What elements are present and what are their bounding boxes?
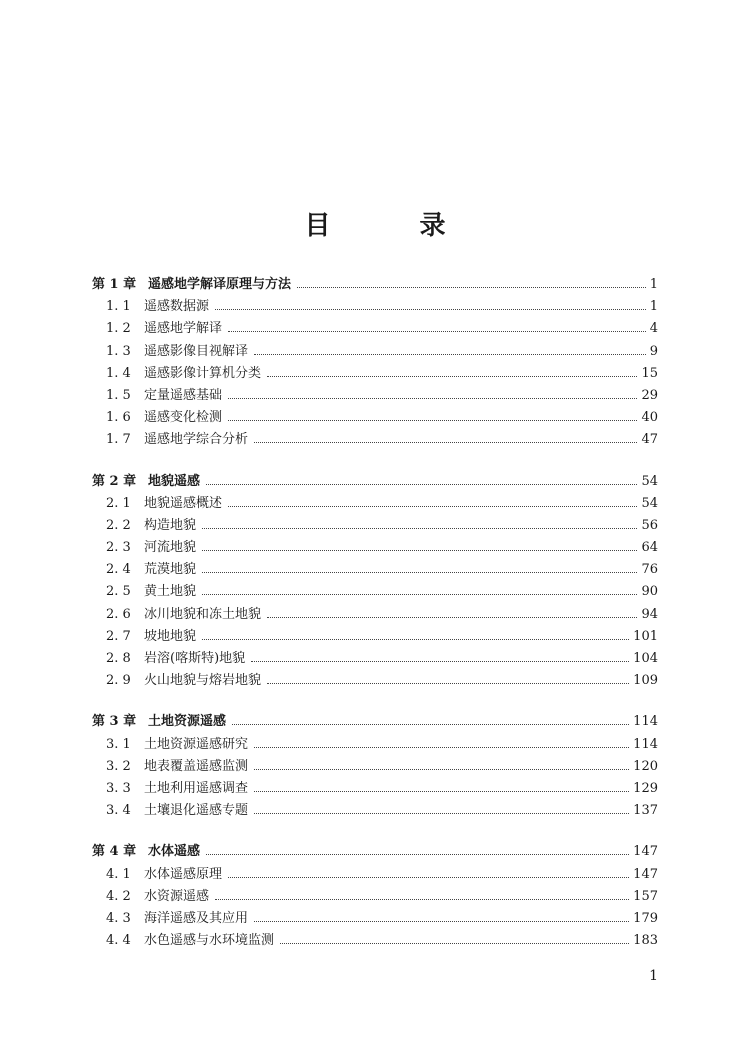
toc-chapter-entry[interactable]: [92, 470, 658, 492]
toc-section-entry-number: 1. 5: [106, 387, 131, 403]
toc-section-entry-number: 4. 3: [106, 910, 131, 926]
toc-section-entry[interactable]: [92, 733, 658, 755]
toc-section-entry-title: 坡地地貌: [144, 628, 197, 644]
chapter-block: [92, 273, 658, 451]
page-number: 1: [649, 968, 658, 984]
toc-section-entry-number: 2. 4: [106, 562, 131, 578]
toc-section-entry-page: 15: [641, 365, 658, 381]
toc-chapter-entry-title: 地貌遥感: [148, 473, 201, 489]
dot-leader: [267, 617, 637, 618]
toc-section-entry-number: 2. 3: [106, 540, 131, 556]
toc-section-entry-page: 104: [633, 651, 658, 666]
toc-section-entry[interactable]: [92, 536, 658, 558]
toc-section-entry-page: 157: [633, 888, 658, 904]
toc-section-entry[interactable]: [92, 362, 658, 384]
toc-chapter-entry[interactable]: [92, 710, 658, 732]
toc-section-entry-page: 179: [633, 910, 658, 926]
toc-section-entry-page: 109: [633, 673, 658, 689]
toc-section-entry-title: 遥感影像目视解译: [144, 343, 249, 359]
toc-chapter-entry-page: 147: [633, 844, 658, 860]
toc-section-entry-page: 101: [633, 628, 658, 644]
dot-leader: [202, 528, 637, 529]
dot-leader: [254, 921, 629, 922]
dot-leader: [202, 594, 637, 595]
toc-chapter-entry-page: 54: [641, 473, 658, 489]
toc-chapter-entry[interactable]: [92, 840, 658, 862]
toc-section-entry-number: 2. 6: [106, 606, 131, 622]
toc-section-entry-title: 构造地貌: [144, 517, 197, 533]
toc-section-entry-title: 水色遥感与水环境监测: [144, 933, 275, 949]
toc-section-entry-title: 遥感地学解译: [144, 321, 223, 337]
toc-section-entry-title: 水资源遥感: [144, 888, 210, 904]
toc-section-entry-title: 岩溶(喀斯特)地貌: [144, 651, 246, 666]
toc-section-entry[interactable]: [92, 777, 658, 799]
toc-section-entry-title: 冰川地貌和冻土地貌: [144, 606, 262, 622]
toc-section-entry[interactable]: [92, 295, 658, 317]
toc-section-entry[interactable]: [92, 907, 658, 929]
dot-leader: [267, 683, 629, 684]
dot-leader: [206, 484, 637, 485]
toc-section-entry[interactable]: [92, 558, 658, 580]
toc-chapter-entry-page: 1: [649, 277, 658, 292]
toc-section-entry-number: 3. 4: [106, 803, 131, 819]
toc-section-entry-page: 47: [641, 432, 658, 448]
toc-section-entry-page: 137: [633, 803, 658, 819]
toc-section-entry-title: 遥感变化检测: [144, 410, 223, 426]
toc-section-entry[interactable]: [92, 317, 658, 339]
toc-section-entry[interactable]: [92, 384, 658, 406]
toc-chapter-entry[interactable]: [92, 273, 658, 295]
page-title: 目 录: [304, 211, 486, 241]
toc-chapter-entry-number: 第 4 章: [92, 844, 137, 860]
toc-chapter-entry-number: 第 3 章: [92, 714, 137, 730]
toc-section-entry[interactable]: [92, 669, 658, 691]
toc-section-entry[interactable]: [92, 755, 658, 777]
toc-section-entry[interactable]: [92, 406, 658, 428]
dot-leader: [254, 442, 637, 443]
toc-section-entry-number: 2. 2: [106, 517, 131, 533]
dot-leader: [254, 791, 629, 792]
toc-section-entry-number: 1. 7: [106, 432, 131, 448]
toc-section-entry[interactable]: [92, 340, 658, 362]
dot-leader: [232, 724, 629, 725]
toc-section-entry-page: 129: [633, 780, 658, 796]
toc-section-entry-page: 94: [641, 606, 658, 622]
toc-chapter-entry-page: 114: [633, 714, 658, 730]
toc-section-entry[interactable]: [92, 863, 658, 885]
toc-section-entry-title: 荒漠地貌: [144, 562, 197, 578]
toc-section-entry-title: 地貌遥感概述: [144, 495, 223, 511]
toc-section-entry-number: 1. 2: [106, 321, 131, 337]
toc-section-entry-number: 2. 5: [106, 584, 131, 600]
chapter-block: [92, 840, 658, 951]
toc-section-entry[interactable]: [92, 929, 658, 951]
dot-leader: [251, 661, 629, 662]
toc-section-entry-page: 29: [641, 387, 658, 403]
dot-leader: [228, 420, 637, 421]
dot-leader: [228, 398, 637, 399]
dot-leader: [254, 354, 646, 355]
toc-chapter-entry-title: 遥感地学解译原理与方法: [148, 277, 292, 292]
dot-leader: [254, 813, 629, 814]
toc-section-entry-title: 土地利用遥感调查: [144, 780, 249, 796]
toc-section-entry-number: 1. 6: [106, 410, 131, 426]
toc-section-entry-number: 2. 7: [106, 628, 131, 644]
toc-section-entry-title: 水体遥感原理: [144, 866, 223, 882]
toc-section-entry-title: 河流地貌: [144, 540, 197, 556]
toc-section-entry-page: 54: [641, 495, 658, 511]
toc-section-entry-number: 1. 4: [106, 365, 131, 381]
toc-section-entry-number: 4. 1: [106, 866, 131, 882]
dot-leader: [228, 506, 637, 507]
toc-chapter-entry-title: 土地资源遥感: [148, 714, 227, 730]
toc-section-entry[interactable]: [92, 603, 658, 625]
toc-section-entry-page: 64: [641, 540, 658, 556]
toc-section-entry-page: 120: [633, 758, 658, 774]
toc-section-entry[interactable]: [92, 799, 658, 821]
dot-leader: [297, 287, 646, 288]
toc-section-entry-page: 9: [649, 343, 658, 359]
toc-chapter-entry-number: 第 1 章: [92, 277, 137, 292]
dot-leader: [254, 747, 629, 748]
chapter-block: [92, 710, 658, 821]
toc-section-entry-title: 遥感数据源: [144, 299, 210, 315]
toc-section-entry-page: 40: [641, 410, 658, 426]
toc-section-entry-number: 4. 4: [106, 933, 131, 949]
toc-section-entry[interactable]: [92, 647, 658, 669]
toc-section-entry[interactable]: [92, 514, 658, 536]
toc-section-entry[interactable]: [92, 625, 658, 647]
toc-section-entry-page: 56: [641, 517, 658, 533]
dot-leader: [202, 550, 637, 551]
toc-section-entry-number: 1. 3: [106, 343, 131, 359]
dot-leader: [215, 899, 629, 900]
toc-section-entry-page: 1: [649, 299, 658, 315]
dot-leader: [202, 639, 629, 640]
toc-section-entry-title: 海洋遥感及其应用: [144, 910, 249, 926]
toc-section-entry-number: 3. 3: [106, 780, 131, 796]
dot-leader: [206, 854, 629, 855]
dot-leader: [228, 331, 646, 332]
toc-section-entry-title: 火山地貌与熔岩地貌: [144, 673, 262, 689]
toc-section-entry-title: 遥感影像计算机分类: [144, 365, 262, 381]
toc-section-entry-title: 遥感地学综合分析: [144, 432, 249, 448]
dot-leader: [267, 376, 637, 377]
toc-section-entry-title: 黄土地貌: [144, 584, 197, 600]
chapter-block: [92, 470, 658, 692]
toc-section-entry[interactable]: [92, 885, 658, 907]
table-of-contents: [92, 273, 658, 970]
toc-section-entry[interactable]: [92, 492, 658, 514]
toc-section-entry-title: 定量遥感基础: [144, 387, 223, 403]
toc-section-entry-number: 3. 1: [106, 736, 131, 752]
toc-section-entry-page: 114: [633, 736, 658, 752]
toc-section-entry-number: 3. 2: [106, 758, 131, 774]
toc-section-entry[interactable]: [92, 428, 658, 450]
toc-section-entry[interactable]: [92, 580, 658, 602]
dot-leader: [254, 769, 629, 770]
toc-section-entry-number: 1. 1: [106, 299, 131, 315]
toc-section-entry-page: 76: [641, 562, 658, 578]
toc-section-entry-number: 2. 8: [106, 651, 131, 666]
dot-leader: [215, 309, 646, 310]
toc-section-entry-title: 土地资源遥感研究: [144, 736, 249, 752]
toc-chapter-entry-title: 水体遥感: [148, 844, 201, 860]
toc-section-entry-number: 2. 9: [106, 673, 131, 689]
toc-section-entry-title: 地表覆盖遥感监测: [144, 758, 249, 774]
toc-chapter-entry-number: 第 2 章: [92, 473, 137, 489]
toc-section-entry-page: 183: [633, 933, 658, 949]
toc-section-entry-page: 90: [641, 584, 658, 600]
toc-section-entry-page: 4: [649, 321, 658, 337]
toc-section-entry-number: 2. 1: [106, 495, 131, 511]
toc-section-entry-title: 土壤退化遥感专题: [144, 803, 249, 819]
toc-section-entry-number: 4. 2: [106, 888, 131, 904]
toc-section-entry-page: 147: [633, 866, 658, 882]
dot-leader: [202, 572, 637, 573]
dot-leader: [228, 877, 629, 878]
dot-leader: [280, 943, 629, 944]
